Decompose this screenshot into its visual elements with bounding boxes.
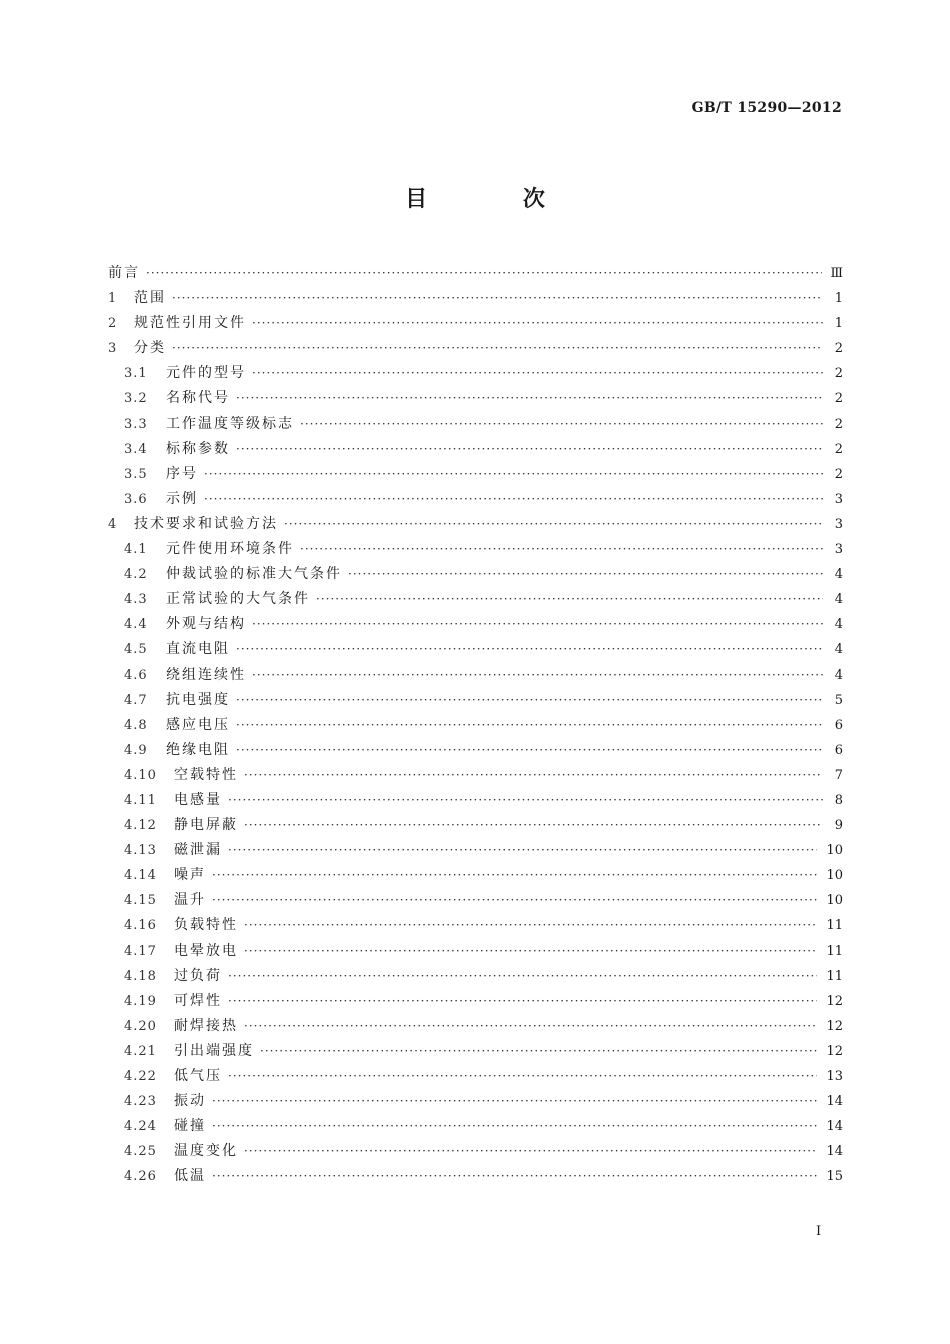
toc-entry-title: 低温 — [174, 1168, 206, 1185]
toc-entry-number: 4.8 — [124, 717, 148, 733]
toc-entry[interactable] — [108, 463, 843, 488]
toc-entry[interactable] — [108, 1115, 843, 1140]
toc-entry-title: 序号 — [166, 465, 198, 482]
toc-entry-title: 正常试验的大气条件 — [166, 591, 310, 608]
toc-entry-title: 标称参数 — [166, 440, 230, 457]
toc-leader-dots — [244, 818, 823, 832]
toc-entry-number: 4.3 — [124, 592, 148, 608]
toc-entry-number: 4.25 — [124, 1144, 157, 1160]
toc-entry-page: 13 — [826, 1069, 843, 1084]
standard-code: GB/T 15290—2012 — [691, 100, 842, 116]
toc-leader-dots — [204, 467, 823, 481]
toc-leader-dots — [228, 793, 823, 807]
toc-leader-dots — [212, 1119, 817, 1133]
toc-leader-dots — [244, 1019, 817, 1033]
toc-entry[interactable] — [108, 889, 843, 914]
toc-entry-number: 3.6 — [124, 491, 148, 507]
toc-entry-page: 4 — [834, 667, 843, 683]
toc-entry-page: 11 — [826, 943, 843, 959]
toc-entry-number: 4.10 — [124, 767, 157, 783]
toc-leader-dots — [236, 693, 823, 707]
toc-leader-dots — [252, 316, 823, 330]
toc-leader-dots — [252, 366, 823, 380]
toc-entry[interactable] — [108, 714, 843, 739]
toc-entry-number: 4.13 — [124, 843, 157, 859]
toc-entry-number: 4.20 — [124, 1018, 157, 1034]
toc-entry[interactable] — [108, 864, 843, 889]
toc-entry[interactable] — [108, 638, 843, 663]
toc-entry-page: 6 — [834, 717, 843, 733]
toc-entry-title: 分类 — [134, 340, 166, 357]
toc-entry[interactable] — [108, 362, 843, 387]
toc-entry-number: 3.3 — [124, 416, 148, 432]
toc-entry[interactable] — [108, 739, 843, 764]
toc-entry[interactable] — [108, 588, 843, 613]
toc-leader-dots — [172, 341, 823, 355]
toc-entry[interactable] — [108, 940, 843, 965]
toc-entry-title: 可焊性 — [174, 992, 222, 1009]
toc-leader-dots — [252, 668, 823, 682]
toc-entry-page: 14 — [826, 1144, 843, 1160]
toc-entry-page: 4 — [834, 642, 843, 658]
toc-leader-dots — [204, 492, 823, 506]
toc-entry[interactable] — [108, 413, 843, 438]
toc-entry[interactable] — [108, 1040, 843, 1065]
toc-entry-title: 抗电强度 — [166, 691, 230, 708]
toc-entry-page: 5 — [834, 692, 843, 708]
toc-entry-page: 1 — [834, 291, 843, 307]
toc-entry-page: 2 — [834, 341, 843, 357]
toc-entry-number: 4.5 — [124, 642, 148, 658]
toc-entry-page: 10 — [826, 868, 843, 884]
toc-entry-title: 磁泄漏 — [174, 842, 222, 859]
toc-entry[interactable] — [108, 1015, 843, 1040]
toc-entry[interactable] — [108, 287, 843, 312]
toc-entry-title: 温度变化 — [174, 1143, 238, 1160]
toc-entry-number: 3 — [108, 341, 118, 357]
toc-entry[interactable] — [108, 563, 843, 588]
toc-entry[interactable] — [108, 664, 843, 689]
toc-entry-title: 前言 — [108, 265, 140, 281]
toc-entry-title: 工作温度等级标志 — [166, 415, 294, 432]
toc-leader-dots — [236, 391, 823, 405]
toc-entry-page: 12 — [826, 1043, 843, 1059]
toc-entry-title: 低气压 — [174, 1068, 222, 1084]
toc-entry[interactable] — [108, 613, 843, 638]
toc-entry-number: 4.17 — [124, 943, 157, 959]
toc-entry[interactable] — [108, 1065, 843, 1090]
toc-entry-page: 2 — [834, 416, 843, 432]
toc-entry-title: 外观与结构 — [166, 616, 246, 633]
toc-entry[interactable] — [108, 814, 843, 839]
toc-entry[interactable] — [108, 1140, 843, 1165]
toc-entry-title: 电晕放电 — [174, 942, 238, 959]
toc-entry-page: 1 — [834, 316, 843, 332]
toc-entry-title: 感应电压 — [166, 716, 230, 733]
toc-entry-title: 绝缘电阻 — [166, 741, 230, 758]
toc-entry-title: 耐焊接热 — [174, 1017, 238, 1034]
toc-leader-dots — [212, 893, 817, 907]
toc-entry-page: 2 — [834, 391, 843, 407]
toc-entry-page: 4 — [834, 617, 843, 633]
toc-entry[interactable] — [108, 764, 843, 789]
toc-entry-page: Ⅲ — [830, 266, 843, 281]
toc-entry-number: 4.12 — [124, 818, 157, 834]
toc-entry-page: 12 — [826, 993, 843, 1009]
toc-entry-number: 4.7 — [124, 692, 148, 708]
toc-entry-page: 12 — [826, 1018, 843, 1034]
toc-leader-dots — [300, 417, 823, 431]
toc-entry[interactable] — [108, 965, 843, 990]
toc-entry-number: 4.19 — [124, 993, 157, 1009]
toc-leader-dots — [252, 617, 823, 631]
toc-leader-dots — [228, 843, 817, 857]
toc-entry-page: 10 — [826, 843, 843, 859]
toc-entry-title: 噪声 — [174, 867, 206, 884]
toc-entry-page: 2 — [834, 366, 843, 382]
toc-entry-title: 振动 — [174, 1093, 206, 1110]
page-title: 目 次 — [405, 187, 589, 212]
toc-leader-dots — [348, 567, 823, 581]
toc-leader-dots — [212, 1169, 817, 1183]
toc-leader-dots — [228, 1069, 817, 1083]
toc-leader-dots — [236, 718, 823, 732]
toc-entry-title: 空载特性 — [174, 766, 238, 783]
toc-leader-dots — [212, 868, 817, 882]
toc-entry-title: 名称代号 — [166, 390, 230, 407]
toc-entry-page: 3 — [834, 491, 843, 507]
toc-leader-dots — [316, 592, 823, 606]
toc-entry-page: 8 — [834, 792, 843, 808]
toc-entry-title: 过负荷 — [174, 967, 222, 984]
toc-entry-number: 4.23 — [124, 1094, 157, 1110]
toc-entry[interactable] — [108, 1165, 843, 1190]
toc-entry[interactable] — [108, 387, 843, 412]
toc-entry[interactable] — [108, 513, 843, 538]
toc-entry[interactable] — [108, 488, 843, 513]
toc-entry-title: 技术要求和试验方法 — [134, 515, 278, 532]
toc-entry[interactable] — [108, 312, 843, 337]
toc-leader-dots — [228, 994, 817, 1008]
toc-entry-title: 绕组连续性 — [166, 666, 246, 683]
toc-entry-page: 2 — [834, 441, 843, 457]
toc-entry-page: 7 — [834, 767, 843, 783]
table-of-contents — [108, 262, 843, 1190]
toc-entry-page: 14 — [826, 1094, 843, 1110]
toc-entry-number: 4.14 — [124, 868, 157, 884]
toc-entry-title: 温升 — [174, 892, 206, 909]
toc-entry-number: 1 — [108, 291, 118, 307]
toc-entry-number: 2 — [108, 316, 118, 332]
toc-entry-number: 4.22 — [124, 1069, 157, 1084]
toc-entry[interactable] — [108, 438, 843, 463]
toc-entry-title: 静电屏蔽 — [174, 817, 238, 834]
toc-leader-dots — [212, 1094, 817, 1108]
toc-leader-dots — [236, 642, 823, 656]
toc-entry-number: 3.1 — [124, 366, 148, 382]
toc-leader-dots — [228, 969, 817, 983]
toc-entry-page: 11 — [826, 968, 843, 984]
toc-entry-page: 10 — [826, 893, 843, 909]
toc-entry-page: 6 — [834, 742, 843, 758]
toc-entry-title: 电感量 — [174, 791, 222, 808]
toc-leader-dots — [244, 1144, 817, 1158]
toc-entry[interactable] — [108, 689, 843, 714]
toc-entry-number: 4.21 — [124, 1043, 157, 1059]
toc-entry[interactable] — [108, 914, 843, 939]
toc-entry-title: 元件使用环境条件 — [166, 541, 294, 558]
toc-entry[interactable] — [108, 262, 843, 287]
toc-entry-number: 4.18 — [124, 968, 157, 984]
toc-entry-number: 3.5 — [124, 466, 148, 482]
toc-entry-number: 3.4 — [124, 441, 148, 457]
toc-entry-page: 4 — [834, 592, 843, 608]
toc-entry-number: 4.1 — [124, 542, 148, 558]
toc-entry-title: 范围 — [134, 290, 166, 307]
toc-leader-dots — [260, 1044, 817, 1058]
toc-entry-page: 11 — [826, 918, 843, 934]
toc-entry-number: 4.9 — [124, 742, 148, 758]
toc-entry-page: 3 — [834, 542, 843, 558]
toc-entry-title: 元件的型号 — [166, 365, 246, 382]
toc-entry-number: 4.4 — [124, 617, 148, 633]
toc-entry-number: 3.2 — [124, 391, 148, 407]
toc-leader-dots — [236, 743, 823, 757]
toc-entry-number: 4 — [108, 516, 118, 532]
toc-entry-number: 4.2 — [124, 567, 148, 583]
toc-entry-number: 4.15 — [124, 893, 157, 909]
toc-entry-title: 仲裁试验的标准大气条件 — [166, 566, 342, 583]
toc-entry-number: 4.6 — [124, 667, 148, 683]
toc-leader-dots — [300, 542, 823, 556]
toc-leader-dots — [244, 944, 817, 958]
toc-entry[interactable] — [108, 538, 843, 563]
toc-entry[interactable] — [108, 789, 843, 814]
toc-entry-title: 负载特性 — [174, 917, 238, 934]
page-number: I — [816, 1224, 822, 1239]
toc-leader-dots — [244, 768, 823, 782]
toc-entry-page: 15 — [826, 1169, 843, 1185]
toc-entry-page: 4 — [834, 567, 843, 583]
toc-entry-page: 9 — [834, 818, 843, 834]
toc-entry-title: 碰撞 — [174, 1118, 206, 1135]
toc-leader-dots — [172, 291, 823, 305]
toc-leader-dots — [146, 266, 822, 280]
toc-entry[interactable] — [108, 1090, 843, 1115]
toc-entry-title: 直流电阻 — [166, 641, 230, 658]
toc-entry-page: 14 — [826, 1119, 843, 1135]
toc-entry-title: 示例 — [166, 490, 198, 507]
toc-entry-page: 3 — [834, 516, 843, 532]
toc-entry-title: 引出端强度 — [174, 1042, 254, 1059]
toc-entry[interactable] — [108, 839, 843, 864]
toc-entry-page: 2 — [834, 466, 843, 482]
toc-leader-dots — [284, 517, 823, 531]
toc-entry-number: 4.11 — [124, 792, 157, 808]
toc-entry[interactable] — [108, 990, 843, 1015]
toc-entry-number: 4.26 — [124, 1169, 157, 1185]
toc-entry-number: 4.24 — [124, 1119, 157, 1135]
toc-leader-dots — [244, 918, 817, 932]
toc-entry-number: 4.16 — [124, 918, 157, 934]
toc-entry[interactable] — [108, 337, 843, 362]
toc-entry-title: 规范性引用文件 — [134, 315, 246, 332]
toc-leader-dots — [236, 442, 823, 456]
